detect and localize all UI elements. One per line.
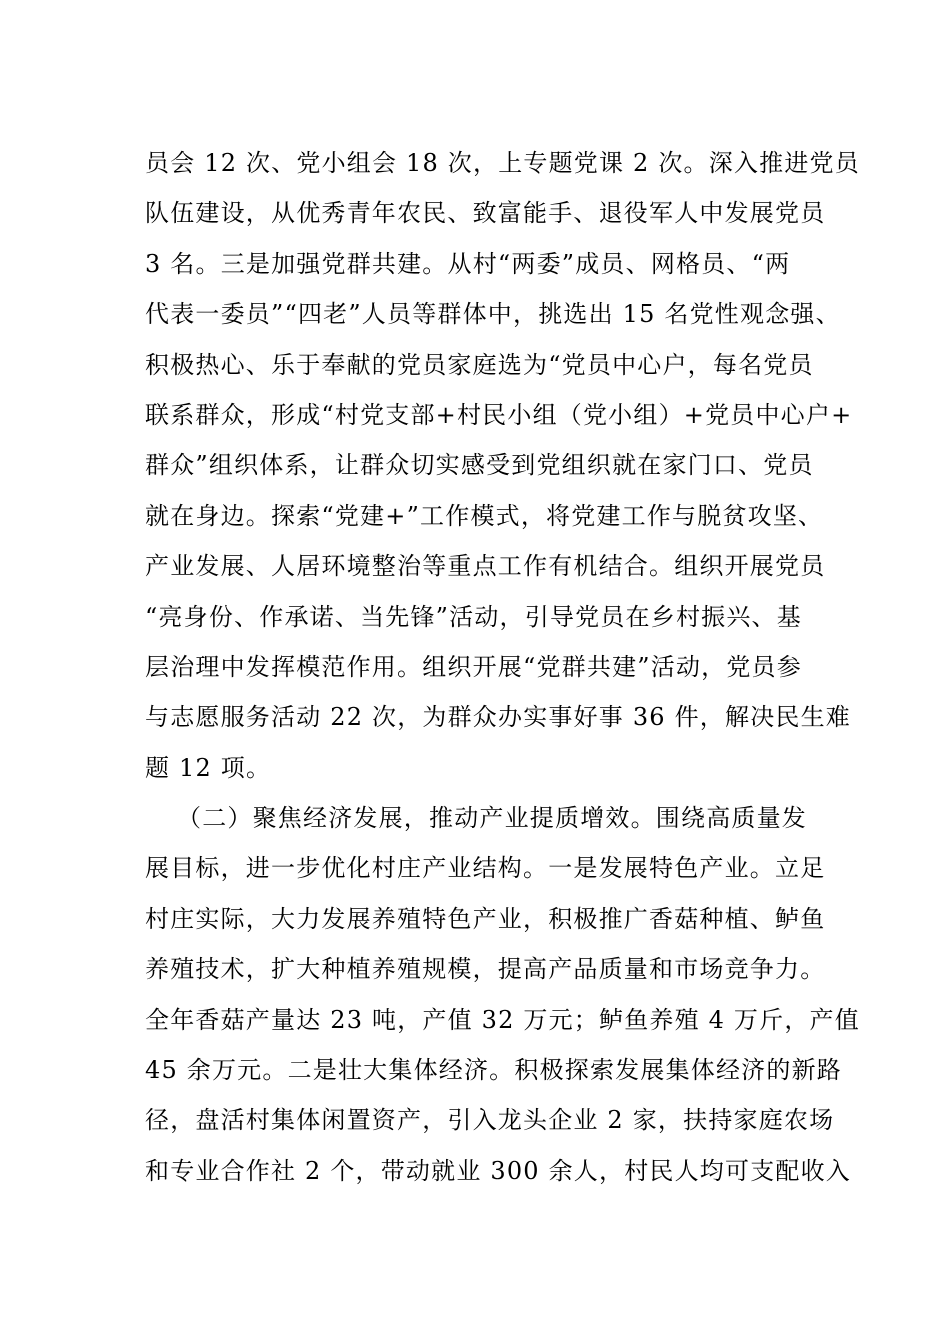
text-line: 群众”组织体系，让群众切实感受到党组织就在家门口、党员	[145, 451, 814, 480]
section-heading-line: （二）聚焦经济发展，推动产业提质增效。围绕高质量发	[177, 804, 807, 833]
text-line: 层治理中发挥模范作用。组织开展“党群共建”活动，党员参	[145, 652, 802, 681]
text-line: 养殖技术，扩大种植养殖规模，提高产品质量和市场竞争力。	[145, 955, 826, 984]
text-line: 径，盘活村集体闲置资产，引入龙头企业 2 家，扶持家庭农场	[145, 1106, 835, 1135]
text-line: 积极热心、乐于奉献的党员家庭选为“党员中心户，每名党员	[145, 350, 814, 379]
text-line: 代表一委员”“四老”人员等群体中，挑选出 15 名党性观念强、	[145, 300, 841, 329]
text-line: 题 12 项。	[145, 753, 272, 782]
text-line: 与志愿服务活动 22 次，为群众办实事好事 36 件，解决民生难	[145, 703, 851, 732]
text-line: 队伍建设，从优秀青年农民、致富能手、退役军人中发展党员	[145, 199, 826, 228]
text-line: “亮身份、作承诺、当先锋”活动，引导党员在乡村振兴、基	[145, 602, 802, 631]
body-text	[145, 138, 860, 1196]
text-line: 和专业合作社 2 个，带动就业 300 余人，村民人均可支配收入	[145, 1156, 851, 1185]
text-line: 就在身边。探索“党建+”工作模式，将党建工作与脱贫攻坚、	[145, 501, 824, 530]
text-line: 3 名。三是加强党群共建。从村“两委”成员、网格员、“两	[145, 249, 791, 278]
text-line: 联系群众，形成“村党支部+村民小组（党小组）+党员中心户+	[145, 400, 853, 429]
text-line: 45 余万元。二是壮大集体经济。积极探索发展集体经济的新路	[145, 1056, 842, 1085]
text-line: 产业发展、人居环境整治等重点工作有机结合。组织开展党员	[145, 552, 826, 581]
text-line: 展目标，进一步优化村庄产业结构。一是发展特色产业。立足	[145, 854, 826, 883]
text-line: 员会 12 次、党小组会 18 次，上专题党课 2 次。深入推进党员	[145, 149, 860, 177]
text-line: 全年香菇产量达 23 吨，产值 32 万元；鲈鱼养殖 4 万斤，产值	[145, 1005, 860, 1034]
text-line: 村庄实际，大力发展养殖特色产业，积极推广香菇种植、鲈鱼	[145, 904, 826, 933]
